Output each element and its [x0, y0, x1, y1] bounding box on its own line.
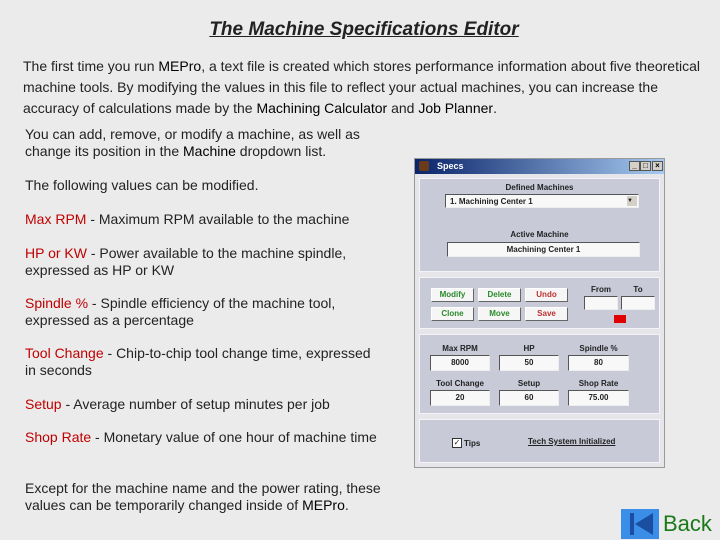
- status-link[interactable]: Tech System Initialized: [528, 437, 616, 446]
- status-panel: [419, 419, 660, 463]
- desc: - Monetary value of one hour of machine time: [91, 429, 377, 445]
- term: Tool Change: [25, 345, 104, 361]
- max-rpm-field[interactable]: 8000: [430, 355, 490, 371]
- specs-window: [414, 158, 665, 468]
- dropdown-value: 1. Machining Center 1: [450, 197, 533, 206]
- intro-paragraph: [23, 56, 703, 119]
- item-tool-change: [25, 345, 385, 379]
- tips-checkbox[interactable]: ✓: [453, 438, 461, 447]
- item-max-rpm: [25, 211, 385, 228]
- spindle-field[interactable]: 80: [568, 355, 629, 371]
- maximize-button[interactable]: □: [640, 161, 651, 171]
- machine-panel: [419, 178, 660, 272]
- term: Spindle %: [25, 295, 89, 311]
- text: .: [493, 100, 497, 116]
- from-input[interactable]: [584, 296, 618, 310]
- window-title: Specs: [437, 161, 464, 171]
- item-spindle: [25, 295, 385, 329]
- to-label: To: [633, 285, 643, 294]
- text: , a text file is created which stores performance information about five theoretical machine tools. By modifying the values in this file to reflect your actual machines, you can increase the accuracy of calculations made by the: [23, 58, 700, 116]
- planner-text: Job Planner: [418, 100, 494, 116]
- shop-rate-field[interactable]: 75.00: [568, 390, 629, 406]
- desc: - Power available to the machine spindle, expressed as HP or KW: [25, 245, 347, 278]
- item-hp: [25, 245, 385, 279]
- except-paragraph: [25, 480, 385, 514]
- page-title: The Machine Specifications Editor: [209, 19, 519, 40]
- shop-rate-label: Shop Rate: [578, 379, 619, 388]
- add-paragraph: [25, 126, 385, 160]
- hp-label: HP: [523, 344, 535, 353]
- term: Shop Rate: [25, 429, 92, 445]
- close-button[interactable]: ×: [652, 161, 663, 171]
- status-indicator: [614, 315, 626, 323]
- back-button[interactable]: [621, 509, 712, 539]
- actions-panel: [419, 277, 660, 329]
- desc: - Chip-to-chip tool change time, expressed in seconds: [25, 345, 371, 378]
- undo-button[interactable]: Undo: [525, 288, 568, 302]
- modify-button[interactable]: Modify: [431, 288, 474, 302]
- tips-label: Tips: [464, 439, 481, 448]
- title-bar: [415, 159, 664, 174]
- mepro-text: MEPro: [158, 58, 202, 74]
- back-label: Back: [663, 511, 712, 536]
- clone-button[interactable]: Clone: [431, 307, 474, 321]
- back-arrow-icon: [621, 509, 659, 539]
- desc: - Spindle efficiency of the machine tool, expressed as a percentage: [25, 295, 336, 328]
- text: Except for the machine name and the power rating, these values can be temporarily changed inside of: [25, 480, 381, 513]
- machine-text: Machine: [183, 143, 236, 159]
- move-button[interactable]: Move: [478, 307, 521, 321]
- desc: - Average number of setup minutes per job: [61, 396, 330, 412]
- tool-change-label: Tool Change: [436, 379, 484, 388]
- setup-field[interactable]: 60: [499, 390, 559, 406]
- following-text: The following values can be modified.: [25, 177, 259, 193]
- chevron-down-icon[interactable]: ▼: [627, 196, 637, 206]
- from-label: From: [591, 285, 611, 294]
- desc: - Maximum RPM available to the machine: [86, 211, 350, 227]
- active-machine-label: Active Machine: [510, 230, 569, 239]
- defined-machines-label: Defined Machines: [505, 183, 574, 192]
- to-input[interactable]: [621, 296, 655, 310]
- tool-change-field[interactable]: 20: [430, 390, 490, 406]
- term: HP or KW: [25, 245, 87, 261]
- mepro-text: MEPro: [302, 497, 345, 513]
- spindle-label: Spindle %: [579, 344, 618, 353]
- machine-dropdown[interactable]: [445, 194, 639, 208]
- term: Max RPM: [25, 211, 87, 227]
- text: dropdown list.: [235, 143, 327, 159]
- max-rpm-label: Max RPM: [442, 344, 478, 353]
- text: You can add, remove, or modify a machine, as well as change its position in the: [25, 126, 360, 159]
- calculator-text: Machining Calculator: [256, 100, 388, 116]
- item-shop-rate: [25, 429, 385, 446]
- save-button[interactable]: Save: [525, 307, 568, 321]
- hp-field[interactable]: 50: [499, 355, 559, 371]
- app-icon: [419, 161, 429, 171]
- text: The first time you run: [23, 58, 159, 74]
- minimize-button[interactable]: _: [629, 161, 640, 171]
- setup-label: Setup: [517, 379, 541, 388]
- text: .: [344, 497, 349, 513]
- delete-button[interactable]: Delete: [478, 288, 521, 302]
- item-setup: [25, 396, 385, 413]
- values-panel: [419, 334, 660, 414]
- active-machine-field[interactable]: Machining Center 1: [447, 242, 640, 257]
- text: and: [387, 100, 419, 116]
- term: Setup: [25, 396, 62, 412]
